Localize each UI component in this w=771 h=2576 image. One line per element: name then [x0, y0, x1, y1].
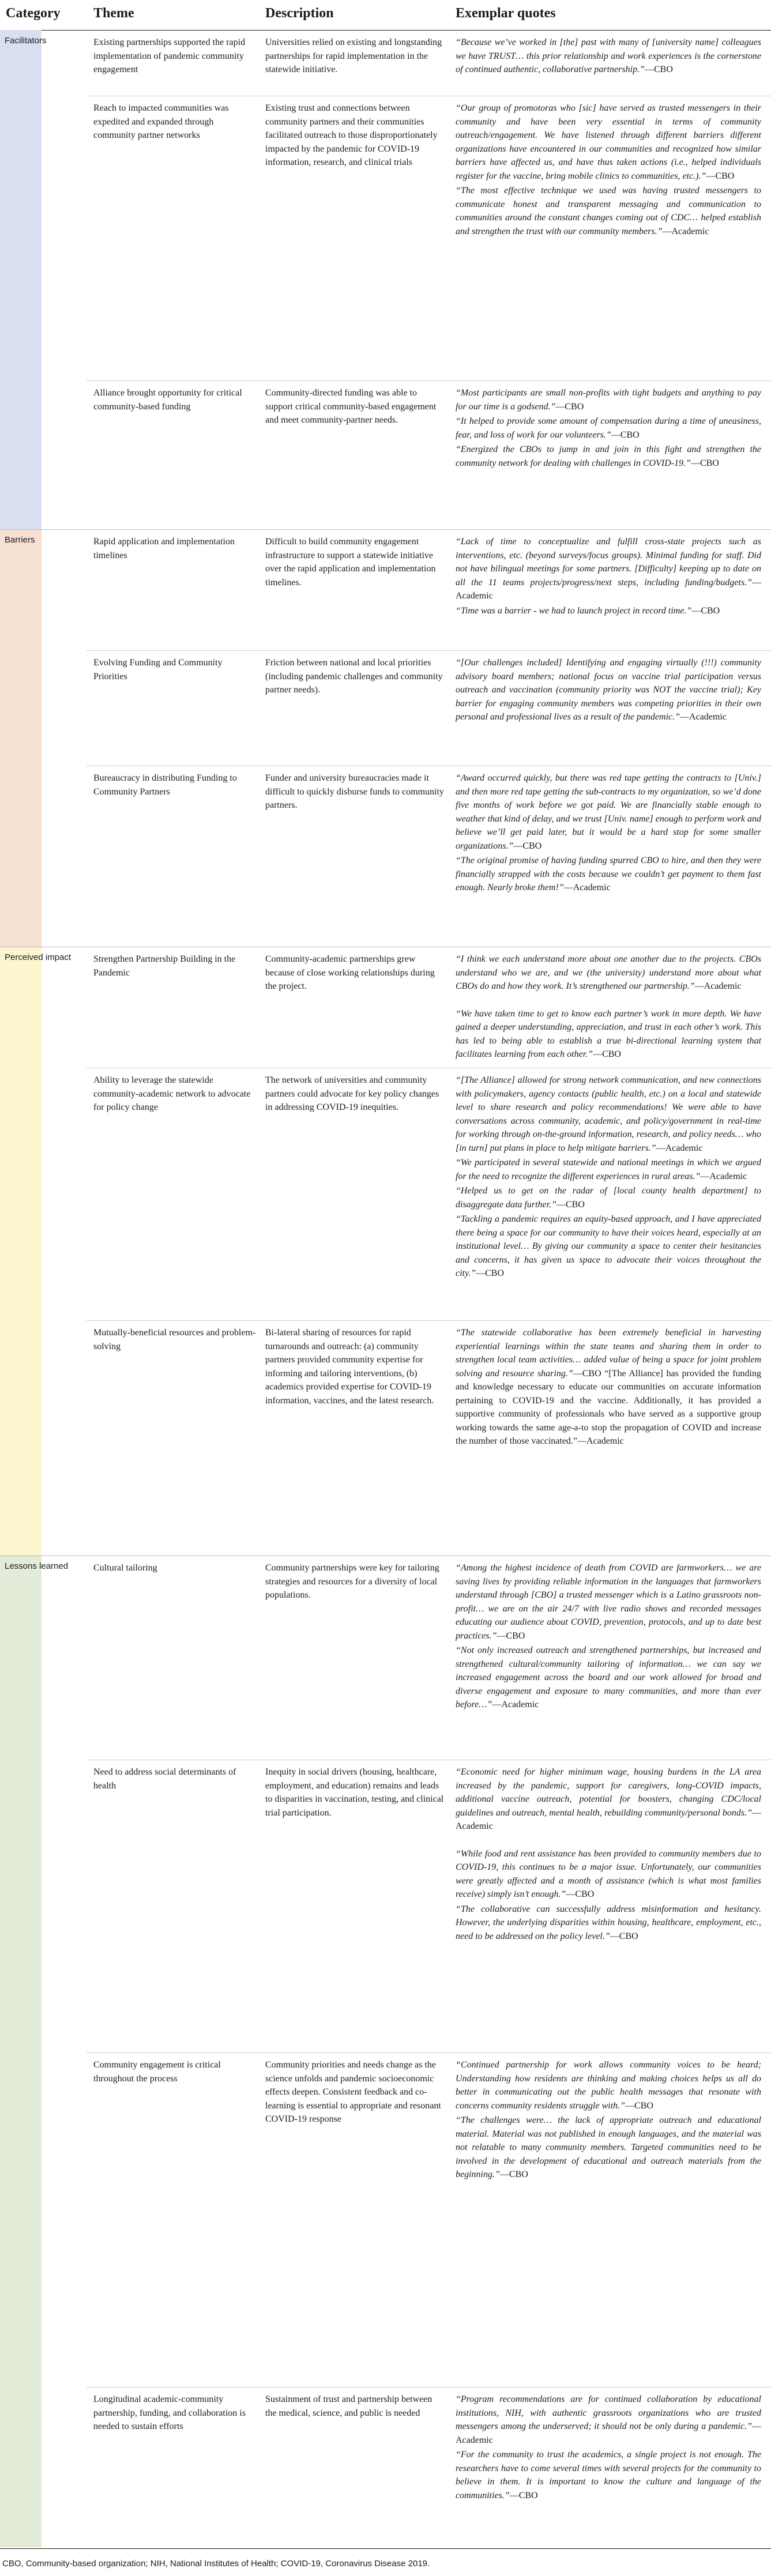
table-bottom-rule [0, 2548, 771, 2549]
category-label-lessons-learned: Lessons learned [5, 1561, 69, 1571]
quote: “Helped us to get on the radar of [local county health department] to disaggregate data further.”—CBO [456, 1186, 761, 1210]
category-band-facilitators [0, 30, 42, 529]
quote: “[Our challenges included] Identifying and engaging virtually (!!!) community advisory board members; national focus on vaccine trial participation versus outreach and vaccination (community priority was NOT the vaccine trial); Key barrier for engaging community members was competing priorities in their own personal and professional lives as a result of the pandemic.”—Academic [456, 658, 761, 722]
quotes-cell [456, 1326, 761, 1449]
theme-cell: Strengthen Partnership Building in the Pandemic [93, 954, 236, 978]
category-divider [0, 529, 771, 530]
quotes-cell [456, 36, 761, 78]
quote: “[The Alliance] allowed for strong network communication, and new connections with policymakers, agency contacts (public health, etc.) on a local and statewide level to share research and policy recommendations! We were able to have conversations across community, academic, and policy/government in real-time for working through on-the-ground information, research, and policy needs… who [in turn] put plans in place to help mitigate barriers.”—Academic [456, 1075, 761, 1153]
quote: “The original promise of having funding spurred CBO to hire, and then they were financially strapped with the costs because we couldn’t get payment to them fast enough. Nearly broke them!”—Academic [456, 856, 761, 892]
theme-cell: Alliance brought opportunity for critical community-based funding [93, 388, 242, 412]
category-label-facilitators: Facilitators [5, 36, 47, 46]
theme-cell: Ability to leverage the statewide community-academic network to advocate for policy change [93, 1075, 251, 1112]
quote: “I think we each understand more about one another due to the projects. CBOs understand who we are, and we (the university) understand more about what CBOs do and how they work. It’s strengthened our partnership.”—Academic [456, 954, 761, 991]
category-band-perceived-impact [0, 947, 42, 1556]
quote: “Because we’ve worked in [the] past with many of [university name] colleagues we have TRUST… this prior relationship and work experiences is the cornerstone of continued authentic, collaborative partnership.”—CBO [456, 37, 761, 74]
quotes-cell [456, 1561, 761, 1713]
quote: “It helped to provide some amount of compensation during a time of uneasiness, fear, and loss of work for our volunteers.”—CBO [456, 416, 761, 440]
quote: “Continued partnership for work allows community voices to be heard; Understanding how residents are thinking and making choices helps us all do better in communicating out the public health messages that resonate with concerns community residents struggle with.”—CBO [456, 2060, 761, 2111]
description-cell: Funder and university bureaucracies made it difficult to quickly disburse funds to community partners. [265, 773, 444, 810]
quote: “We have taken time to get to know each partner’s work in more depth. We have gained a deeper understanding, appreciation, and trust in each other’s work. This has led to being able to establish a true bi-directional learning system that facilitates learning from each other.”—CBO [456, 1008, 761, 1059]
description-cell: Difficult to build community engagement infrastructure to support a statewide initiative over the rapid application and implementation timelines. [265, 537, 436, 587]
quotes-cell [456, 535, 761, 619]
category-band-lessons-learned [0, 1556, 42, 2547]
description-cell: Universities relied on existing and longstanding partnerships for rapid implementation in the statewide initiative. [265, 37, 442, 74]
category-band-barriers [0, 529, 42, 947]
quote: “For the community to trust the academics, a single project is not enough. The researchers have to come several times with several projects for the community to believe in them. It is important to know the culture and language of the communities.”—CBO [456, 2450, 761, 2500]
quote: “Award occurred quickly, but there was red tape getting the contracts to [Univ.] and then more red tape getting the sub-contracts to my organization, so we’d done five months of work before we got paid. We are financially stable enough to weather that kind of delay, and we trust [Univ. name] enough to perform work and believe we’ll get paid later, but it would be a hard stop for some smaller organizations.”—CBO [456, 773, 761, 851]
theme-cell: Reach to impacted communities was expedited and expanded through community partner networks [93, 103, 229, 140]
quote: “Energized the CBOs to jump in and join in this fight and strengthen the community network for dealing with challenges in COVID-19.”—CBO [456, 445, 761, 468]
quote: “We participated in several statewide and national meetings in which we argued for the need to recognize the different experiences in rural areas.”—Academic [456, 1158, 761, 1181]
quote: “The collaborative can successfully address misinformation and hesitancy. However, the underlying disparities within housing, healthcare, employment, etc., need to be addressed on the policy level.”—CBO [456, 1904, 761, 1941]
header-exemplar-quotes: Exemplar quotes [456, 6, 556, 21]
quote: “Lack of time to conceptualize and fulfill cross-state projects such as interventions, etc. (beyond surveys/focus groups). Minimal funding for staff. Did not have bilingual meetings for some partners. [Difficulty] keeping up to date on all the 11 teams projects/progress/next steps, including funding/budgets.”—Academic [456, 537, 761, 601]
category-label-perceived-impact: Perceived impact [5, 952, 72, 962]
quote: “Tackling a pandemic requires an equity-based approach, and I have appreciated there being a space for our community to have their voices heard, especially at an institutional level… By giving our community a space to center their hesitancies and concerns, it has given us space to advocate their voices throughout the city.”—CBO [456, 1214, 761, 1278]
table-footnote: CBO, Community-based organization; NIH, National Institutes of Health; COVID-19, Coronavirus Disease 2019. [2, 2559, 430, 2569]
quote: “Among the highest incidence of death from COVID are farmworkers… we are saving lives by providing reliable information in the languages that farmworkers understand through [CBO] a trusted messenger which is a Latino grassroots non-profit… we are on the air 24/7 with live radio shows and recorded messages educating our audience about COVID, prevention, protocols, and up to date best practices.”—CBO [456, 1563, 761, 1641]
quote: “Time was a barrier - we had to launch project in record time.”—CBO [456, 605, 720, 616]
quote: “Economic need for higher minimum wage, housing burdens in the LA area increased by the pandemic, support for caregivers, long-COVID impacts, additional vaccine outreach, potential for boosters, changing CDC/local guidelines and outreach, mental health, rebuilding community/personal bonds.”—Academic [456, 1767, 761, 1831]
quotes-cell [456, 1765, 761, 1944]
theme-cell: Longitudinal academic-community partnership, funding, and collaboration is needed to sustain efforts [93, 2394, 246, 2431]
description-cell: Existing trust and connections between community partners and their communities facilitated outreach to those disproportionately impacted by the pandemic for COVID-19 information, research, and clinical trials [265, 103, 438, 167]
quotes-cell [456, 2058, 761, 2183]
quote: “While food and rent assistance has been provided to community members due to COVID-19, this continues to be a major issue. Unfortunately, our communities were greatly affected and a month of assistance (which is what most families receive) simply isn’t enough.”—CBO [456, 1848, 761, 1899]
row-divider [86, 1320, 771, 1321]
description-cell: Community-academic partnerships grew because of close working relationships during the project. [265, 954, 435, 991]
description-cell: Bi-lateral sharing of resources for rapid turnarounds and outreach: (a) community partners provided community expertise for informing and tailoring interventions, (b) academics provided expertise for COVID-19 information, vaccines, and the latest research. [265, 1328, 434, 1406]
quotes-cell [456, 1074, 761, 1282]
header-description: Description [265, 6, 334, 21]
quote: “Most participants are small non-profits with tight budgets and anything to pay for our time is a godsend.”—CBO [456, 388, 761, 412]
header-category: Category [6, 6, 61, 21]
theme-cell: Evolving Funding and Community Priorities [93, 658, 223, 681]
quotes-cell [456, 771, 761, 896]
description-cell: Inequity in social drivers (housing, healthcare, employment, and education) remains and leads to disparities in vaccination, testing, and clinical trial participation. [265, 1767, 444, 1818]
description-cell: The network of universities and community partners could advocate for key policy changes in addressing COVID-19 inequities. [265, 1075, 439, 1112]
row-divider [86, 650, 771, 651]
quote: “The most effective technique we used was having trusted messengers to communicate honest and transparent messaging and communication to communities around the constant changes coming out of CDC… helped establish and strengthen the trust with our community members.”—Academic [456, 186, 761, 236]
quotes-cell [456, 2393, 761, 2503]
theme-cell: Community engagement is critical throughout the process [93, 2060, 221, 2084]
quote: “The statewide collaborative has been extremely beneficial in harvesting experiential learnings within the state teams and sharing them in order to strengthen local team activities… added value of being a space for joint problem solving and resource sharing.”—CBO “[The Alliance] has provided the funding and knowledge necessary to educate our communities on accurate information pertaining to COVID-19 and the vaccine. Additionally, it has provided a supportive community of professionals who have served as a supportive group working towards the same age-a-to stop the propagation of COVID and increase the number of those vaccinated.”—Academic [456, 1328, 761, 1446]
theme-cell: Need to address social determinants of health [93, 1767, 236, 1791]
description-cell: Community priorities and needs change as the science unfolds and pandemic socioeconomic effects deepen. Consistent feedback and co-learning is essential to appropriate and resonant COVID-19 response [265, 2060, 441, 2124]
quote: “Program recommendations are for continued collaboration by educational institutions, NIH, with authentic grassroots organizations who are trusted messengers among the underserved; it should not be only during a pandemic.”—Academic [456, 2394, 761, 2445]
quote: “Not only increased outreach and strengthened partnerships, but increased and strengthened cultural/community tailoring of information… we can say we increased engagement across the board and our work allowed for broad and diverse engagement and exposure to many communities, and more than ever before…”—Academic [456, 1645, 761, 1709]
row-divider [86, 2052, 771, 2053]
theme-cell: Cultural tailoring [93, 1563, 157, 1573]
theme-cell: Mutually-beneficial resources and problem-solving [93, 1328, 256, 1351]
theme-cell: Bureaucracy in distributing Funding to Community Partners [93, 773, 237, 797]
quote: “The challenges were… the lack of appropriate outreach and educational material. Material was not published in enough languages, and the material was not relatable to many community members. Targeted communities need to be involved in the development of educational and outreach materials from the beginning.”—CBO [456, 2115, 761, 2179]
category-label-barriers: Barriers [5, 535, 35, 545]
description-cell: Sustainment of trust and partnership between the medical, science, and public is needed [265, 2394, 432, 2418]
table-header [0, 0, 771, 31]
description-cell: Friction between national and local priorities (including pandemic challenges and community partner needs). [265, 658, 443, 695]
quotes-cell [456, 952, 761, 1063]
header-theme: Theme [93, 6, 134, 21]
quote: “Our group of promotoras who [sic] have served as trusted messengers in their community and have been very essential in terms of community outreach/engagement. We have listened through different barriers different organizations have encountered in our communities and recognized how similar barriers have affected us, and have thus taken actions (i.e., helped individuals register for the vaccine, bring mobile clinics to communities, etc.).”—CBO [456, 103, 761, 181]
description-cell: Community partnerships were key for tailoring strategies and resources for a diversity of local populations. [265, 1563, 439, 1600]
theme-cell: Existing partnerships supported the rapid implementation of pandemic community engagement [93, 37, 246, 74]
quotes-cell [456, 101, 761, 239]
quotes-cell [456, 386, 761, 471]
quotes-cell [456, 656, 761, 725]
description-cell: Community-directed funding was able to support critical community-based engagement and meet community-partner needs. [265, 388, 437, 425]
theme-cell: Rapid application and implementation timelines [93, 537, 235, 560]
